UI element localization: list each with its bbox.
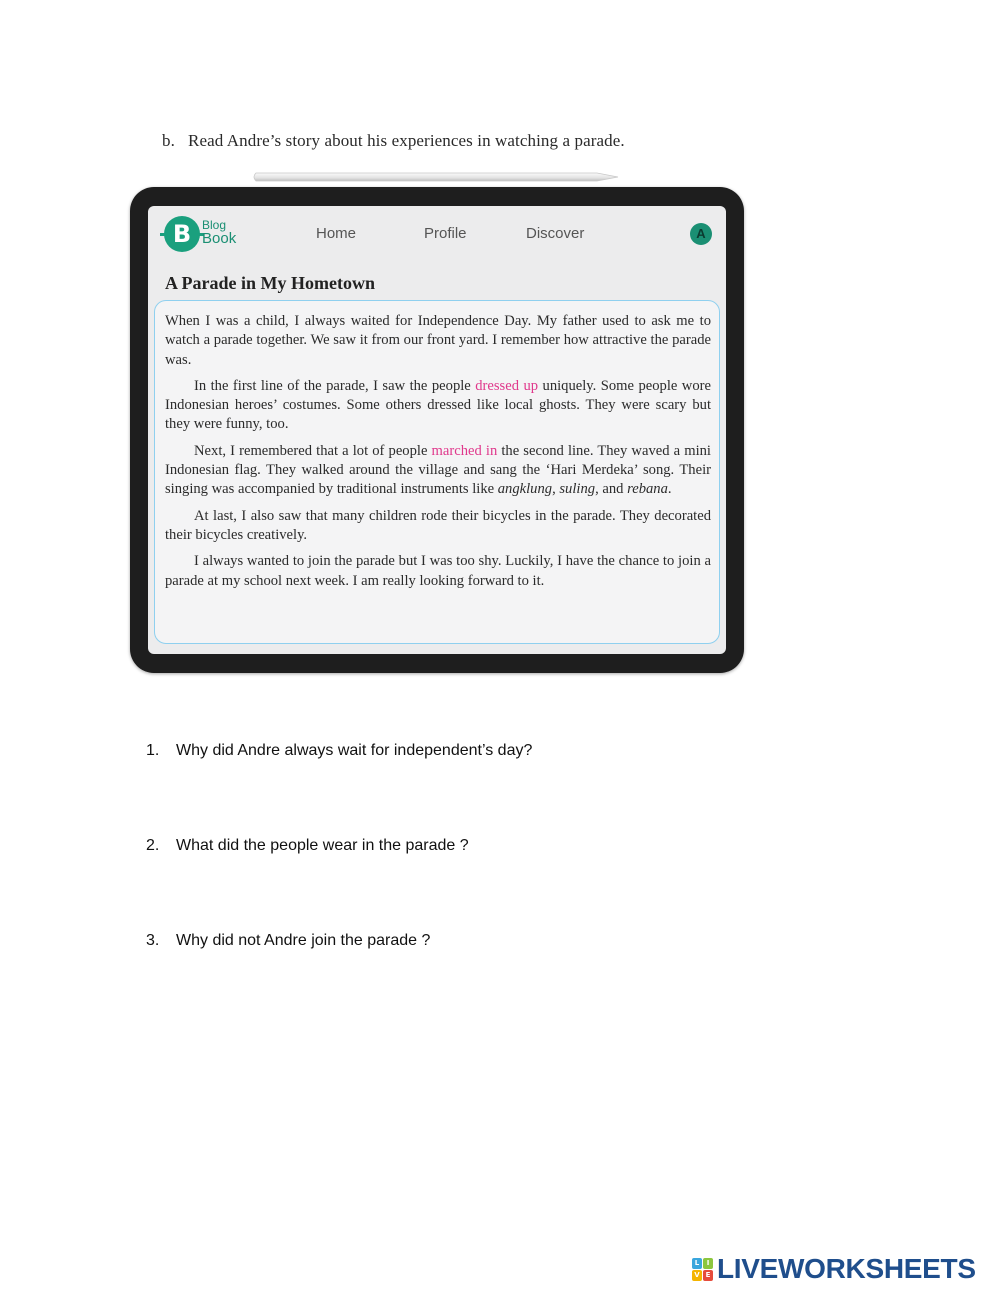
question-text: Why did not Andre join the parade ? — [176, 932, 431, 949]
icon-tile-v: V — [692, 1270, 702, 1281]
instruction-text: Read Andre’s story about his experiences in watching a parade. — [188, 131, 625, 150]
paragraph-5: I always wanted to join the parade but I was too shy. Luckily, I have the chance to join a parade at my school next week. I am really looking forward to it. — [165, 553, 711, 589]
logo-text-line1: Blog — [202, 218, 227, 232]
paragraph-2 — [165, 377, 711, 435]
paragraph-2-end: uniquely. Some people wore Indonesian heroes’ costumes. Some others dressed like local ghosts. They were scary but they were funny, too. — [165, 377, 711, 433]
question-number: 2. — [146, 837, 160, 854]
question-number: 1. — [146, 742, 160, 759]
liveworksheets-logo[interactable] — [692, 1254, 976, 1284]
paragraph-3-start: Next, I remembered that a lot of people — [194, 442, 432, 459]
instrument-rebana: rebana — [627, 481, 668, 498]
stylus-image — [252, 170, 620, 186]
logo-text-line2: Book — [202, 230, 237, 247]
post-title: A Parade in My Hometown — [165, 273, 375, 293]
highlight-marched-in: marched in — [431, 442, 498, 459]
instruction — [162, 131, 625, 151]
instruction-letter: b. — [162, 131, 175, 150]
icon-tile-l: L — [692, 1258, 702, 1269]
paragraph-1: When I was a child, I always waited for Independence Day. My father used to ask me to watch a parade together. We saw it from our front yard. I remember how attractive the parade was. — [165, 313, 711, 368]
question-number: 3. — [146, 932, 160, 949]
paragraph-3-end: . — [667, 481, 672, 498]
paragraph-3-middle: the second line. They waved a mini Indonesian flag. They walked around the village and sang the ‘Hari Merdeka’ song. Their singing was accompanied by traditional instruments like — [165, 442, 711, 498]
highlight-dressed-up: dressed up — [475, 377, 539, 394]
instrument-angklung: angklung — [497, 481, 553, 498]
logo-mark-icon: B — [164, 216, 200, 252]
avatar[interactable]: A — [690, 223, 712, 245]
paragraph-4: At last, I also saw that many children rode their bicycles in the parade. They decorated their bicycles creatively. — [165, 507, 711, 543]
question-1 — [146, 742, 532, 760]
question-2 — [146, 837, 469, 855]
question-3 — [146, 932, 430, 950]
nav-profile[interactable]: Profile — [424, 225, 467, 242]
story-text — [165, 312, 711, 598]
paragraph-3 — [165, 442, 711, 500]
icon-tile-e: E — [703, 1270, 713, 1281]
liveworksheets-icon — [692, 1258, 713, 1281]
question-text: What did the people wear in the parade ? — [176, 837, 469, 854]
question-text: Why did Andre always wait for independent’s day? — [176, 742, 533, 759]
instrument-suling: suling — [559, 481, 596, 498]
separator-1: , — [552, 481, 560, 498]
tablet-frame — [130, 187, 744, 673]
logo-text — [202, 220, 236, 246]
liveworksheets-wordmark: LIVEWORKSHEETS — [717, 1253, 976, 1284]
story-box — [154, 300, 720, 644]
tablet-screen — [148, 206, 726, 654]
paragraph-2-start: In the first line of the parade, I saw the people — [194, 377, 476, 394]
blogbook-logo[interactable] — [164, 216, 244, 254]
nav-discover[interactable]: Discover — [526, 225, 585, 242]
separator-2: , and — [595, 481, 628, 498]
nav-home[interactable]: Home — [316, 225, 357, 242]
icon-tile-i: I — [703, 1258, 713, 1269]
